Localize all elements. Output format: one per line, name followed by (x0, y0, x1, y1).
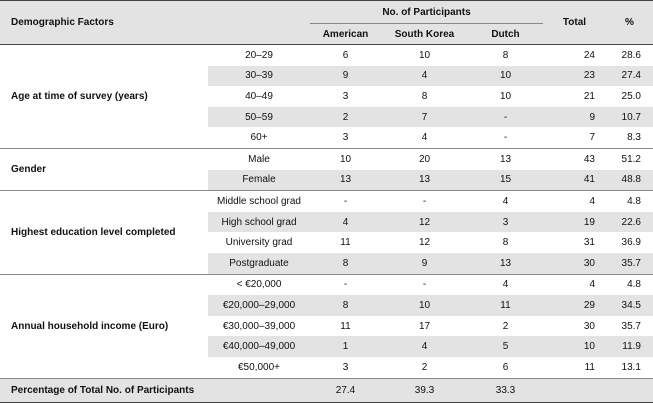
dutch-cell: 4 (468, 191, 543, 212)
header-total: Total (543, 1, 606, 45)
subcategory-cell: High school grad (208, 212, 310, 233)
south-korea-cell: 7 (381, 107, 468, 128)
subcategory-cell: 20–29 (245, 49, 273, 61)
percent-cell: 28.6 (621, 49, 641, 61)
subcategory-cell: 60+ (250, 132, 268, 144)
american-cell: 2 (310, 107, 381, 128)
american-cell: 8 (310, 253, 381, 274)
header-south-korea: South Korea (381, 24, 468, 45)
south-korea-cell: 10 (418, 49, 431, 61)
dutch-cell: 3 (468, 212, 543, 233)
total-cell: 11 (584, 361, 595, 373)
subcategory-cell: < €20,000 (208, 274, 310, 295)
dutch-cell: 4 (468, 274, 543, 295)
percent-cell: 11.9 (606, 336, 653, 357)
percent-cell: 34.5 (606, 295, 653, 316)
table-row (0, 191, 653, 212)
dutch-cell: 11 (468, 295, 543, 316)
american-cell: 10 (310, 148, 381, 169)
total-cell: 19 (543, 212, 606, 233)
subcategory-cell: €20,000–29,000 (208, 295, 310, 316)
table-row (0, 274, 653, 295)
subcategory-cell: University grad (225, 237, 293, 249)
dutch-cell: 13 (468, 148, 543, 169)
percent-cell: 25.0 (621, 90, 641, 102)
dutch-cell: 6 (502, 361, 509, 373)
american-cell: 11 (340, 320, 351, 332)
header-subcategory (208, 1, 310, 45)
footer-label: Percentage of Total No. of Participants (0, 378, 310, 402)
subcategory-cell: Male (208, 148, 310, 169)
dutch-cell: 8 (502, 237, 509, 249)
percent-cell: 8.3 (627, 132, 641, 144)
subcategory-cell: €50,000+ (238, 361, 280, 373)
percent-cell: 10.7 (606, 107, 653, 128)
american-cell: 3 (342, 132, 349, 144)
table-header (0, 1, 653, 45)
total-cell: 10 (543, 336, 606, 357)
total-cell: 23 (543, 66, 606, 87)
total-cell: 29 (543, 295, 606, 316)
total-cell: 30 (543, 253, 606, 274)
total-cell: 4 (543, 191, 606, 212)
total-cell: 31 (583, 237, 595, 249)
american-cell: 13 (310, 170, 381, 191)
dutch-cell: 2 (502, 320, 509, 332)
percent-cell: 35.7 (621, 320, 641, 332)
subcategory-cell: Middle school grad (208, 191, 310, 212)
south-korea-cell: 10 (381, 295, 468, 316)
header-american: American (310, 24, 381, 45)
table-footer (0, 378, 653, 402)
category-gender: Gender (0, 148, 208, 190)
percent-cell: 48.8 (606, 170, 653, 191)
total-cell: 9 (543, 107, 606, 128)
south-korea-cell: 4 (421, 132, 428, 144)
total-cell: 21 (583, 90, 595, 102)
dutch-cell: 10 (499, 90, 512, 102)
dutch-cell: - (468, 107, 543, 128)
percent-cell: 36.9 (621, 237, 641, 249)
dutch-cell: 8 (502, 49, 509, 61)
total-cell: 4 (543, 274, 606, 295)
total-cell: 30 (583, 320, 595, 332)
south-korea-cell: 12 (418, 237, 431, 249)
footer-total (543, 378, 606, 402)
subcategory-cell: 40–49 (245, 90, 273, 102)
south-korea-cell: 9 (381, 253, 468, 274)
dutch-cell: - (503, 132, 508, 144)
table-body (0, 45, 653, 379)
dutch-cell: 13 (468, 253, 543, 274)
american-cell: - (310, 191, 381, 212)
south-korea-cell: - (381, 191, 468, 212)
percent-cell: 4.8 (606, 274, 653, 295)
footer-percent (606, 378, 653, 402)
american-cell: 1 (310, 336, 381, 357)
footer-dutch: 33.3 (468, 378, 543, 402)
south-korea-cell: 8 (421, 90, 428, 102)
category-annual-household-income-euro: Annual household income (Euro) (0, 274, 208, 378)
south-korea-cell: 4 (381, 336, 468, 357)
subcategory-cell: €40,000–49,000 (208, 336, 310, 357)
total-cell: 24 (583, 49, 595, 61)
footer-south-korea: 39.3 (381, 378, 468, 402)
percent-cell: 22.6 (606, 212, 653, 233)
american-cell: 6 (342, 49, 349, 61)
south-korea-cell: 2 (421, 361, 428, 373)
total-cell: 41 (543, 170, 606, 191)
south-korea-cell: - (381, 274, 468, 295)
category-age-at-time-of-survey-years: Age at time of survey (years) (0, 45, 208, 149)
american-cell: 3 (342, 90, 349, 102)
american-cell: 8 (310, 295, 381, 316)
american-cell: 11 (340, 237, 351, 249)
south-korea-cell: 17 (418, 320, 431, 332)
south-korea-cell: 13 (381, 170, 468, 191)
header-demographic-factors: Demographic Factors (0, 1, 208, 45)
subcategory-cell: Female (208, 170, 310, 191)
percent-cell: 51.2 (606, 148, 653, 169)
subcategory-cell: 30–39 (208, 66, 310, 87)
american-cell: 4 (310, 212, 381, 233)
total-cell: 7 (589, 132, 595, 144)
south-korea-cell: 20 (381, 148, 468, 169)
american-cell: - (310, 274, 381, 295)
footer-american: 27.4 (310, 378, 381, 402)
header-percent: % (606, 1, 653, 45)
subcategory-cell: €30,000–39,000 (222, 320, 296, 332)
percent-cell: 13.1 (621, 361, 641, 373)
total-cell: 43 (543, 148, 606, 169)
dutch-cell: 5 (468, 336, 543, 357)
dutch-cell: 15 (468, 170, 543, 191)
south-korea-cell: 12 (381, 212, 468, 233)
subcategory-cell: 50–59 (208, 107, 310, 128)
header-no-of-participants: No. of Participants (310, 1, 543, 24)
dutch-cell: 10 (468, 66, 543, 87)
header-dutch: Dutch (468, 24, 543, 45)
percent-cell: 27.4 (606, 66, 653, 87)
subcategory-cell: Postgraduate (208, 253, 310, 274)
south-korea-cell: 4 (381, 66, 468, 87)
category-highest-education-level-completed: Highest education level completed (0, 191, 208, 274)
percent-cell: 4.8 (606, 191, 653, 212)
american-cell: 3 (342, 361, 349, 373)
percent-cell: 35.7 (606, 253, 653, 274)
american-cell: 9 (310, 66, 381, 87)
table-row (0, 148, 653, 169)
table-row (0, 45, 653, 66)
